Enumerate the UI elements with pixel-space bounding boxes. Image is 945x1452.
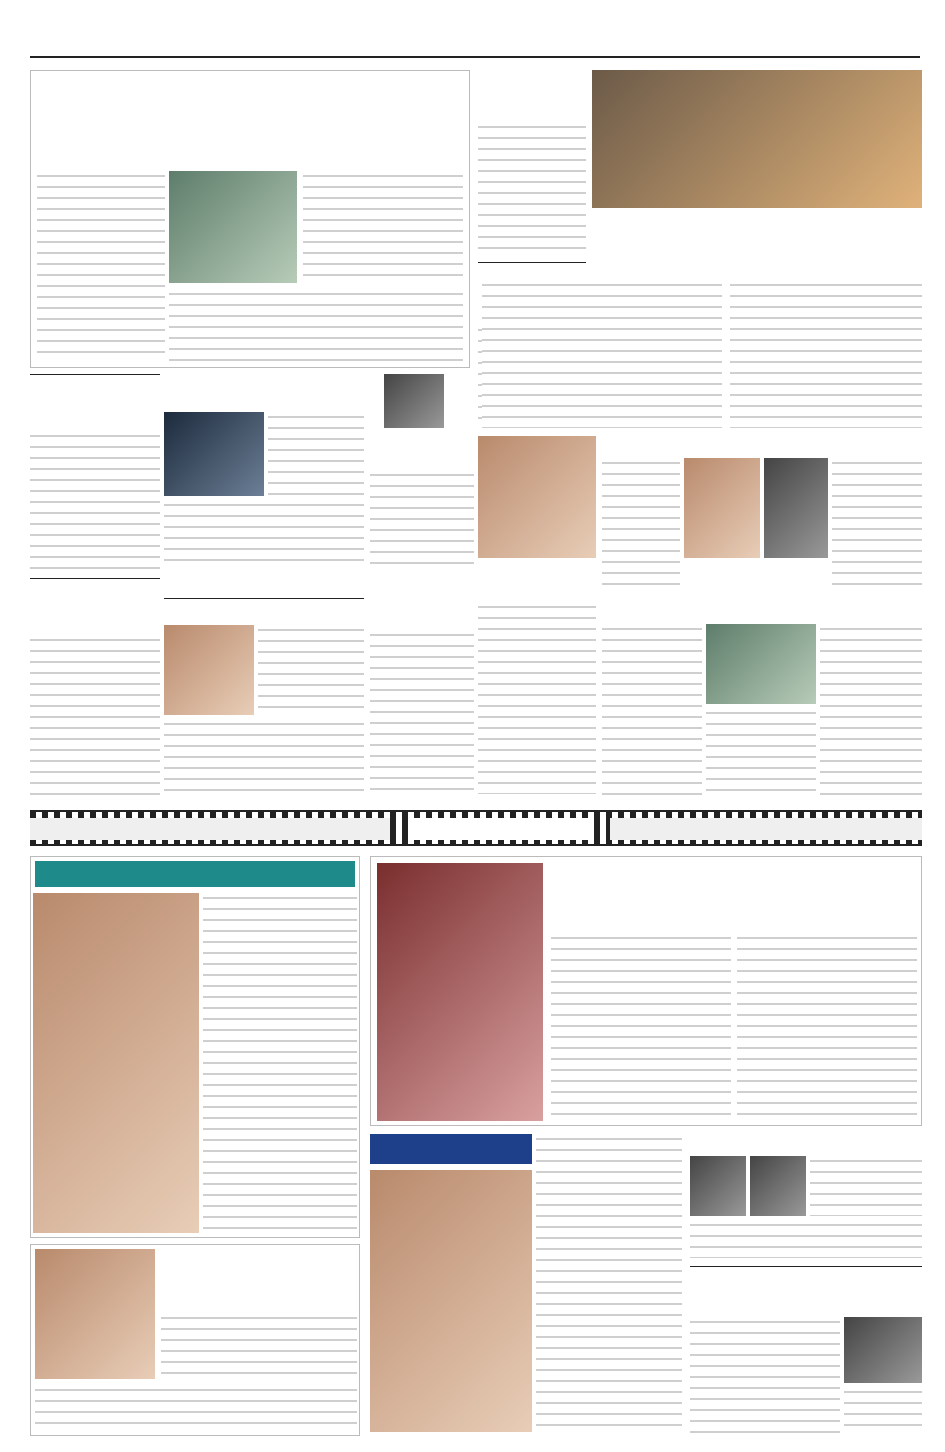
ghanashyam-article: [30, 1244, 360, 1436]
corona-test-photo: [706, 624, 816, 704]
israel-article: [370, 576, 474, 796]
corona-headline: [602, 602, 922, 620]
italy-headline: [478, 70, 586, 118]
farmers-protest-photo: [592, 70, 922, 208]
leaders-collage-image: [169, 171, 297, 283]
shabnam-headline-line2: [551, 897, 917, 925]
masthead-rule: [30, 56, 920, 58]
kishida-caption: [370, 432, 474, 466]
award-article: [690, 1134, 922, 1260]
riyeli-article: [370, 1134, 682, 1434]
ghanashyam-headline-line2: [161, 1281, 357, 1305]
putin-photo: [764, 458, 828, 558]
kishida-article: [370, 374, 474, 570]
farmers-photo-credit: [852, 210, 922, 222]
excavator-body-a: [258, 625, 364, 715]
corona-body-c: [820, 624, 922, 796]
kabul-body: [30, 635, 160, 797]
award-photo-2: [750, 1156, 806, 1216]
masthead: [0, 0, 945, 58]
italy-plane-article: [478, 70, 586, 260]
ghanashyam-photo: [35, 1249, 155, 1379]
kabul-headline: [30, 581, 160, 631]
aryan-headline-line1: [690, 1269, 922, 1289]
corona-body-a: [602, 624, 702, 796]
aryan-headline-line2: [690, 1291, 922, 1313]
film-strip-left: [30, 818, 390, 840]
lead-body-col1: [37, 171, 165, 361]
ghanashyam-body-b: [35, 1385, 357, 1433]
lead-headline-line2: [39, 117, 464, 153]
farmers-article: [592, 70, 922, 430]
excavator-headline: [164, 601, 364, 621]
date-line: [570, 36, 830, 52]
putin-body-a: [602, 458, 680, 594]
lead-body-col2: [303, 171, 463, 283]
lead-article: [30, 70, 470, 368]
corona-body-b: [706, 708, 816, 796]
shabnam-photo: [377, 863, 543, 1121]
israel-body: [370, 630, 474, 794]
shabnam-article: [370, 856, 922, 1126]
himi-body-a: [203, 893, 357, 1233]
logo: [840, 36, 920, 56]
diamond-ring-photo: [478, 436, 596, 558]
riyeli-headline: [370, 1134, 532, 1164]
ghanashyam-headline-line1: [161, 1253, 357, 1277]
prophet-body: [30, 431, 160, 571]
excavator-body-b: [164, 719, 364, 797]
italy-body: [478, 122, 586, 258]
putin-girlfriend-photo: [684, 458, 760, 558]
himi-photo: [33, 893, 199, 1233]
aryan-body-b: [844, 1387, 922, 1435]
aryan-photo: [844, 1317, 922, 1383]
section-label: [70, 34, 180, 52]
film-strip-right: [610, 818, 922, 840]
putin-headline: [602, 436, 922, 454]
farmers-headline-line1: [732, 226, 922, 250]
shabnam-headline-line1: [551, 865, 917, 893]
entertainment-banner: [30, 810, 922, 846]
putin-article: [602, 436, 922, 596]
aryan-article: [690, 1266, 922, 1436]
putin-body-b: [832, 458, 922, 594]
prophet-headline: [30, 377, 160, 427]
excavator-article: [164, 598, 364, 798]
aryan-body-a: [690, 1317, 840, 1435]
himi-headline: [35, 861, 355, 887]
lead-body-col3: [169, 289, 463, 361]
corona-article: [602, 602, 922, 798]
farmers-headline-line2: [732, 252, 922, 276]
farmers-body-left: [482, 280, 722, 428]
flyover-headline: [164, 374, 364, 408]
israel-headline: [370, 576, 474, 626]
award-photo-1: [690, 1156, 746, 1216]
diamond-article: [478, 436, 596, 796]
shabnam-body-b: [737, 933, 917, 1121]
ghanashyam-body-a: [161, 1313, 357, 1379]
award-headline: [690, 1134, 922, 1152]
shabnam-body-a: [551, 933, 731, 1121]
flyover-body-b: [164, 500, 364, 562]
flyover-body-a: [268, 412, 364, 496]
award-body-b: [690, 1220, 922, 1258]
flyover-plane-photo: [164, 412, 264, 496]
himi-article: [30, 856, 360, 1238]
lead-headline-line1: [39, 79, 464, 115]
page-number: [30, 32, 70, 52]
kabul-article: [30, 578, 160, 798]
diamond-body: [478, 602, 596, 794]
flyover-article: [164, 374, 364, 564]
riyeli-photo: [370, 1170, 532, 1432]
entertainment-title: [410, 818, 590, 840]
excavator-photo: [164, 625, 254, 715]
riyeli-body: [536, 1134, 682, 1432]
farmers-photo-caption: [592, 210, 842, 222]
farmers-body-right: [730, 280, 922, 428]
award-body-a: [810, 1156, 922, 1216]
prophet-article: [30, 374, 160, 572]
kishida-portrait: [384, 374, 444, 428]
kishida-body: [370, 470, 474, 568]
diamond-headline: [478, 562, 596, 598]
